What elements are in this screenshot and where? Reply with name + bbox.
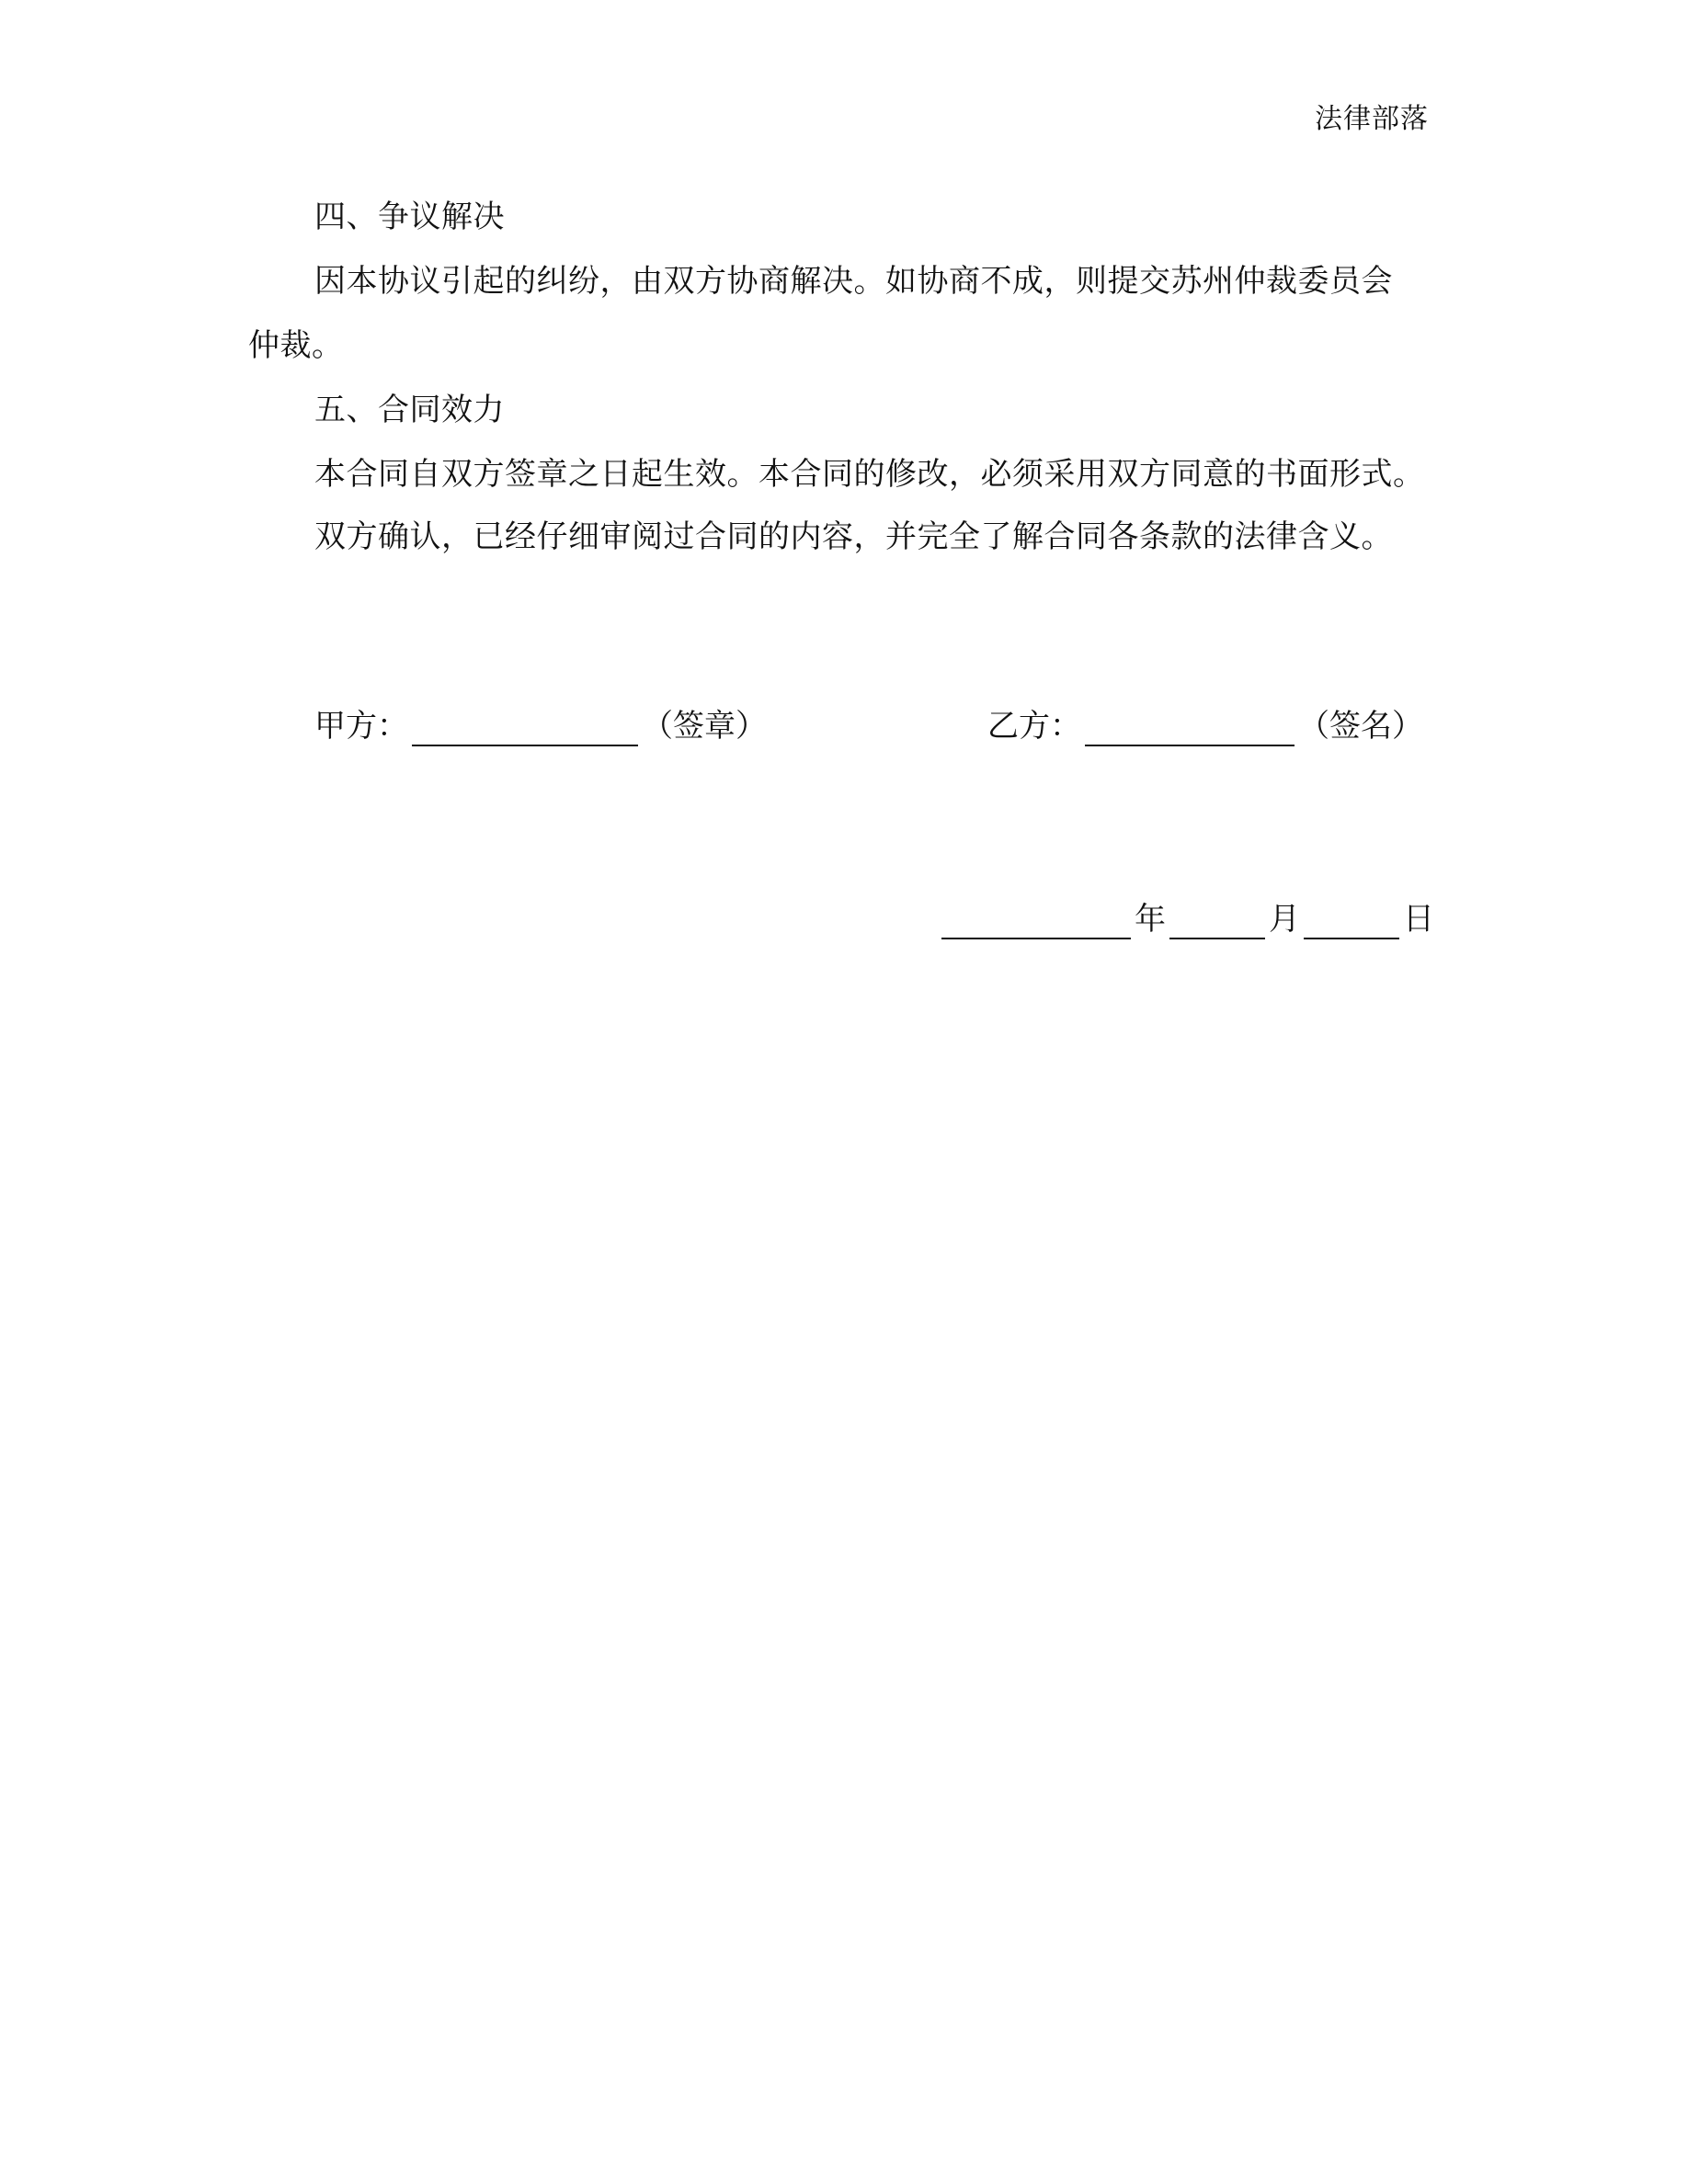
month-label: 月 (1269, 901, 1300, 938)
dispute-paragraph-line1: 因本协议引起的纠纷，由双方协商解决。如协商不成，则提交苏州仲裁委员会 (314, 263, 1393, 300)
signing-date (938, 899, 1434, 939)
party-b-signature (987, 706, 1423, 746)
effect-paragraph: 本合同自双方签章之日起生效。本合同的修改，必须采用双方同意的书面形式。 (314, 456, 1425, 493)
year-label: 年 (1135, 901, 1166, 938)
party-a-note: （签章） (642, 708, 767, 745)
section-heading-effect: 五、合同效力 (314, 392, 505, 428)
party-a-signature-line (412, 711, 638, 746)
party-b-note: （签名） (1298, 708, 1423, 745)
dispute-paragraph-line2: 仲裁。 (248, 327, 344, 364)
confirmation-paragraph: 双方确认，已经仔细审阅过合同的内容，并完全了解合同各条款的法律含义。 (314, 518, 1393, 555)
page-header: 法律部落 (1315, 103, 1429, 135)
day-label: 日 (1403, 901, 1434, 938)
party-b-label: 乙方： (987, 708, 1081, 745)
party-b-signature-line (1085, 711, 1295, 746)
section-heading-dispute: 四、争议解决 (314, 199, 505, 235)
month-blank-line (1169, 904, 1265, 939)
day-blank-line (1304, 904, 1399, 939)
party-a-signature (314, 706, 767, 746)
party-a-label: 甲方： (314, 708, 408, 745)
year-blank-line (941, 904, 1131, 939)
